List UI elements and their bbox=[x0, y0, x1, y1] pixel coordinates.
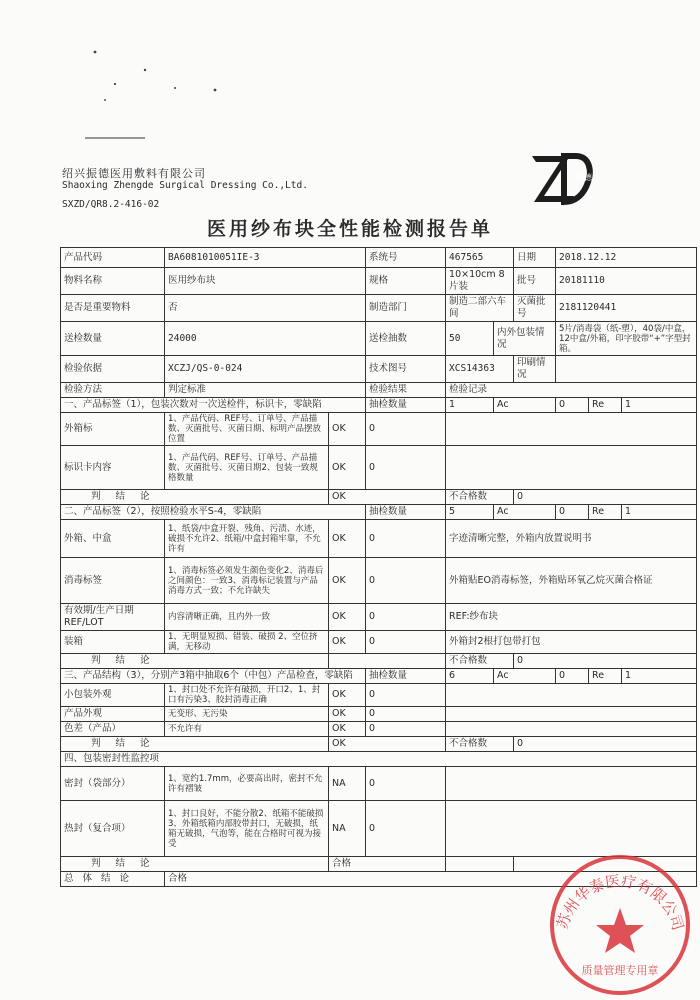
page-title: 医用纱布块全性能检测报告单 bbox=[206, 218, 493, 240]
check-item: 外箱标 bbox=[61, 413, 165, 446]
check-note bbox=[446, 707, 697, 722]
label-sample: 送检抽数 bbox=[366, 322, 446, 356]
check-result: OK bbox=[329, 558, 366, 604]
label-ac: Ac bbox=[494, 398, 556, 413]
product-code: BA6081010051IE-3 bbox=[165, 248, 366, 268]
label-print-status: 印刷情况 bbox=[514, 356, 556, 383]
check-result: OK bbox=[329, 604, 366, 631]
check-note bbox=[446, 684, 697, 707]
label-drawing: 技术图号 bbox=[366, 356, 446, 383]
check-requirement: 1、消毒标签必须发生颜色变化2、消毒后之间颜色：一致3、消毒标记装置与产品消毒方式一致；不允许缺失 bbox=[165, 558, 329, 604]
re-value: 1 bbox=[622, 669, 697, 684]
check-note: 外箱贴EO消毒标签，外箱贴环氧乙烷灭菌合格证 bbox=[446, 558, 697, 604]
scan-speckles bbox=[85, 40, 285, 150]
check-item: 有效期/生产日期REF/LOT bbox=[61, 604, 165, 631]
section-conclusion: 合格 bbox=[329, 857, 446, 872]
company-name-cn: 绍兴振德医用敷料有限公司 bbox=[62, 167, 206, 180]
packaging: 5片/消毒袋（纸-塑），40袋/中盒，12中盒/外箱，印字胶带“+”字型封箱。 bbox=[556, 322, 697, 356]
check-result: NA bbox=[329, 801, 366, 857]
check-requirement: 1、产品代码、REF号、订单号、产品描数、灭菌批号、灭菌日期2、包装一致规格数量 bbox=[165, 446, 329, 490]
check-result: OK bbox=[329, 631, 366, 654]
total-conclusion-label: 总 体 结 论 bbox=[61, 872, 165, 887]
result: 检验记录 bbox=[446, 383, 697, 398]
defect-count: 0 bbox=[366, 558, 446, 604]
section-title: 二、产品标签（2），按照检验水平S-4，零缺陷 bbox=[61, 505, 366, 520]
label-packaging: 内外包装情况 bbox=[494, 322, 556, 356]
label-nonconforming: 不合格数 bbox=[446, 490, 514, 505]
check-item: 密封（袋部分） bbox=[61, 767, 165, 801]
company-logo bbox=[530, 152, 594, 206]
official-stamp bbox=[545, 850, 695, 1000]
company-name-en: Shaoxing Zhengde Surgical Dressing Co.,Ltd. bbox=[62, 180, 308, 191]
check-item: 产品外观 bbox=[61, 707, 165, 722]
label-method: 检验方法 bbox=[61, 383, 165, 398]
check-note: REF:纱布块 bbox=[446, 604, 697, 631]
label-ac: Ac bbox=[494, 505, 556, 520]
label-sample-size: 抽检数量 bbox=[366, 505, 446, 520]
section-conclusion bbox=[329, 654, 446, 669]
re-value: 1 bbox=[622, 398, 697, 413]
drawing-no: XCS14363 bbox=[446, 356, 514, 383]
ac-value: 0 bbox=[556, 669, 589, 684]
check-item: 装箱 bbox=[61, 631, 165, 654]
section-conclusion: OK bbox=[329, 490, 446, 505]
sample-count: 50 bbox=[446, 322, 494, 356]
label-steril-batch: 灭菌批号 bbox=[514, 295, 556, 322]
check-note: 字迹清晰完整，外箱内放置说明书 bbox=[446, 520, 697, 558]
label-sample-size: 抽检数量 bbox=[366, 669, 446, 684]
report-date: 2018.12.12 bbox=[556, 248, 697, 268]
label-basis: 检验依据 bbox=[61, 356, 165, 383]
nonconforming-count: 0 bbox=[514, 654, 697, 669]
check-item: 标识卡内容 bbox=[61, 446, 165, 490]
defect-count: 0 bbox=[366, 801, 446, 857]
check-result: OK bbox=[329, 413, 366, 446]
label-nonconforming: 不合格数 bbox=[446, 737, 514, 752]
document-number: SXZD/QR8.2-416-02 bbox=[62, 199, 160, 210]
material-name: 医用纱布块 bbox=[165, 268, 366, 295]
label-spec: 规格 bbox=[366, 268, 446, 295]
section-title: 四、包装密封性监控项 bbox=[61, 752, 697, 767]
check-note: 外箱封2根打包带打包 bbox=[446, 631, 697, 654]
check-requirement: 1、无明显短损、错装、破损 2、空位挤满，无移动 bbox=[165, 631, 329, 654]
check-note bbox=[446, 767, 697, 801]
quantity: 24000 bbox=[165, 322, 366, 356]
check-requirement: 无变形、无污染 bbox=[165, 707, 329, 722]
re-value: 1 bbox=[622, 505, 697, 520]
label-ac: Ac bbox=[494, 669, 556, 684]
stamp-subtext: 质量管理专用章 bbox=[581, 964, 659, 977]
section-conclusion-label: 判 结 论 bbox=[61, 490, 329, 505]
defect-count: 0 bbox=[366, 520, 446, 558]
check-requirement: 不允许有 bbox=[165, 722, 329, 737]
label-batch: 批号 bbox=[514, 268, 556, 295]
defect-count: 0 bbox=[366, 604, 446, 631]
ac-value: 0 bbox=[556, 398, 589, 413]
steril-batch: 2181120441 bbox=[556, 295, 697, 322]
check-item: 外箱、中盒 bbox=[61, 520, 165, 558]
logo-text: 振德 bbox=[576, 173, 592, 182]
section-title: 三、产品结构（3），分别产3箱中抽取6个（中包）产品检查，零缺陷 bbox=[61, 669, 366, 684]
section-conclusion-label: 判 结 论 bbox=[61, 857, 329, 872]
label-product-code: 产品代码 bbox=[61, 248, 165, 268]
important-material: 否 bbox=[165, 295, 366, 322]
label-re: Re bbox=[589, 669, 622, 684]
check-note bbox=[446, 801, 697, 857]
defect-count: 0 bbox=[366, 707, 446, 722]
nonconforming-count: 0 bbox=[514, 737, 697, 752]
label-quantity: 送检数量 bbox=[61, 322, 165, 356]
label-nonconforming bbox=[446, 857, 514, 872]
label-re: Re bbox=[589, 505, 622, 520]
check-result: OK bbox=[329, 684, 366, 707]
stamp-text: 苏州华泰医疗有限公司 bbox=[553, 871, 688, 933]
ac-value: 0 bbox=[556, 505, 589, 520]
sample-size: 1 bbox=[446, 398, 494, 413]
defect-count: 0 bbox=[366, 684, 446, 707]
defect-count: 0 bbox=[366, 413, 446, 446]
check-result: NA bbox=[329, 767, 366, 801]
check-item: 小包装外观 bbox=[61, 684, 165, 707]
section-title: 一、产品标签（1），包装次数对一次送检件，标识卡，零缺陷 bbox=[61, 398, 366, 413]
label-important-material: 是否是重要物料 bbox=[61, 295, 165, 322]
check-item: 色差（产品） bbox=[61, 722, 165, 737]
check-requirement: 1、产品代码、REF号、订单号、产品描数、灭菌批号、灭菌日期、标明产品摆放位置 bbox=[165, 413, 329, 446]
check-note bbox=[446, 413, 697, 446]
check-note bbox=[446, 446, 697, 490]
label-date: 日期 bbox=[514, 248, 556, 268]
basis: XCZJ/QS-0-024 bbox=[165, 356, 366, 383]
check-note bbox=[446, 722, 697, 737]
system-no: 467565 bbox=[446, 248, 514, 268]
print-status bbox=[556, 356, 697, 383]
method: 判定标准 bbox=[165, 383, 366, 398]
label-no: 系统号 bbox=[366, 248, 446, 268]
section-conclusion-label: 判 结 论 bbox=[61, 654, 329, 669]
check-result: OK bbox=[329, 446, 366, 490]
check-result: OK bbox=[329, 722, 366, 737]
report-table bbox=[60, 247, 697, 887]
label-material-name: 物料名称 bbox=[61, 268, 165, 295]
check-result: OK bbox=[329, 707, 366, 722]
label-nonconforming: 不合格数 bbox=[446, 654, 514, 669]
sample-size: 6 bbox=[446, 669, 494, 684]
sample-size: 5 bbox=[446, 505, 494, 520]
batch-no: 20181110 bbox=[556, 268, 697, 295]
nonconforming-count: 0 bbox=[514, 490, 697, 505]
check-item: 消毒标签 bbox=[61, 558, 165, 604]
label-dept: 制造部门 bbox=[366, 295, 446, 322]
label-re: Re bbox=[589, 398, 622, 413]
total-conclusion: 合格 bbox=[165, 872, 697, 887]
label-result: 检验结果 bbox=[366, 383, 446, 398]
check-result: OK bbox=[329, 520, 366, 558]
check-item: 热封（复合项） bbox=[61, 801, 165, 857]
check-requirement: 1、宽约1.7mm，必要高出时，密封不允许有褶皱 bbox=[165, 767, 329, 801]
defect-count: 0 bbox=[366, 767, 446, 801]
dept: 制造二部六车间 bbox=[446, 295, 514, 322]
check-requirement: 1、封口处不允许有破损，开口2、1、封口有污染3、胶封消毒正确 bbox=[165, 684, 329, 707]
defect-count: 0 bbox=[366, 446, 446, 490]
spec: 10×10cm 8片装 bbox=[446, 268, 514, 295]
check-requirement: 内容清晰正确，且内外一致 bbox=[165, 604, 329, 631]
section-conclusion: OK bbox=[329, 737, 446, 752]
defect-count: 0 bbox=[366, 722, 446, 737]
label-sample-size: 抽检数量 bbox=[366, 398, 446, 413]
check-requirement: 1、封口良好，不能分散2、纸箱不能破损3、外箱纸箱内部胶带封口，无破损，纸箱无破损，气泡等，能在合格时可视为接受 bbox=[165, 801, 329, 857]
section-conclusion-label: 判 结 论 bbox=[61, 737, 329, 752]
check-requirement: 1、纸袋/中盒开裂、残角、污渍、水迹，破损不允许2、纸箱/中盒封箱牢靠，不允许有 bbox=[165, 520, 329, 558]
defect-count: 0 bbox=[366, 631, 446, 654]
